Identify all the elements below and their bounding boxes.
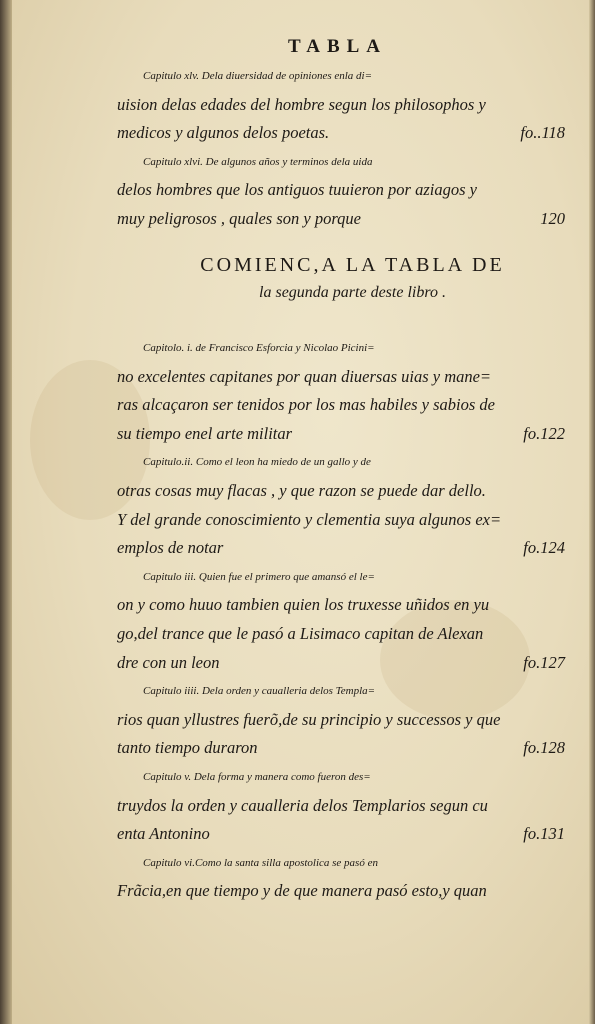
entry-line-text: delos hombres que los antiguos tuuieron por aziagos y: [117, 180, 477, 200]
entry-line: [117, 649, 565, 678]
folio-number: fo.124: [523, 538, 565, 558]
toc-entry: [117, 849, 565, 906]
section-subtitle: la segunda parte deste libro .: [259, 284, 446, 301]
folio-number: fo..118: [520, 123, 565, 143]
folio-number: fo.131: [523, 824, 565, 844]
entry-line-text: go,del trance que le pasó a Lisimaco capitan de Alexan: [117, 623, 484, 643]
entry-line: [117, 820, 565, 849]
entry-line: [117, 534, 565, 563]
entry-line-text: tanto tiempo duraron: [117, 738, 258, 758]
entry-line-text: no excelentes capitanes por quan diuersas uias y mane=: [117, 366, 492, 386]
entry-line: [117, 420, 565, 449]
entry-line: [117, 448, 565, 477]
page-right-edge: [589, 0, 595, 1024]
entry-line-text: rios quan yllustres fuerõ,de su principio y successos y que: [117, 709, 501, 729]
toc-entry: [117, 148, 565, 234]
entry-line: [117, 334, 565, 363]
toc-entry: [117, 763, 565, 849]
entry-line-text: Capitulo iii. Quien fue el primero que amansó el le=: [143, 570, 375, 583]
entry-line-text: emplos de notar: [117, 538, 224, 558]
entry-line: [117, 91, 565, 120]
entry-line-text: ras alcaçaron ser tenidos por los mas habiles y sabios de: [117, 395, 495, 415]
entry-line: [117, 763, 565, 792]
entry-line-text: otras cosas muy flacas , y que razon se puede dar dello.: [117, 480, 486, 500]
entry-line-text: Capitulo iiii. Dela orden y caualleria delos Templa=: [143, 685, 376, 698]
entry-line: [117, 148, 565, 177]
entry-line: [117, 591, 565, 620]
toc-entry: [117, 448, 565, 562]
entry-line-text: uision delas edades del hombre segun los philosophos y: [117, 94, 486, 114]
entry-line: [117, 706, 565, 735]
entry-line-text: Frãcia,en que tiempo y de que manera pasó esto,y quan: [117, 881, 487, 901]
folio-number: fo.127: [523, 652, 565, 672]
entry-line-text: enta Antonino: [117, 824, 210, 844]
entry-line: [117, 677, 565, 706]
entry-line-text: su tiempo enel arte militar: [117, 423, 293, 443]
entry-line: [117, 176, 565, 205]
entry-line-text: truydos la orden y caualleria delos Templarios segun cu: [117, 795, 488, 815]
entry-line: [117, 563, 565, 592]
toc-entry: [117, 563, 565, 677]
entry-line-text: Y del grande conoscimiento y clementia suya algunos ex=: [117, 509, 502, 529]
entry-line: [117, 363, 565, 392]
entry-line: [117, 62, 565, 91]
folio-number: fo.122: [523, 423, 565, 443]
entry-line: [117, 119, 565, 148]
page-header: TABLA: [287, 36, 388, 57]
entry-line: [117, 849, 565, 878]
entry-line-text: dre con un leon: [117, 652, 220, 672]
toc-entry: [117, 677, 565, 763]
entry-line: [117, 391, 565, 420]
folio-number: 120: [540, 208, 565, 228]
toc-entry: [117, 62, 565, 148]
entry-line-text: medicos y algunos delos poetas.: [117, 123, 330, 143]
entry-line: [117, 205, 565, 234]
entry-line-text: Capitulo.ii. Como el leon ha miedo de un gallo y de: [143, 456, 371, 469]
table-entries-second: [117, 334, 565, 906]
section-title: COMIENC,A LA TABLA DE: [200, 254, 505, 276]
entry-line: [117, 506, 565, 535]
entry-line-text: Capitulo xlvi. De algunos años y terminos dela uida: [143, 155, 373, 168]
entry-line-text: Capitulo v. Dela forma y manera como fueron des=: [143, 770, 371, 783]
entry-line: [117, 620, 565, 649]
entry-line: [117, 877, 565, 906]
toc-entry: [117, 334, 565, 448]
entry-line-text: Capitolo. i. de Francisco Esforcia y Nicolao Picini=: [143, 342, 375, 354]
entry-line-text: muy peligrosos , quales son y porque: [117, 208, 361, 228]
folio-number: fo.128: [523, 738, 565, 758]
entry-line: [117, 734, 565, 763]
page-left-edge: [0, 0, 12, 1024]
entry-line-text: on y como huuo tambien quien los truxesse uñidos en yu: [117, 595, 490, 615]
entry-line-text: Capitulo vi.Como la santa silla apostolica se pasó en: [143, 856, 378, 869]
table-entries-first: [117, 62, 565, 234]
entry-line-text: Capitulo xlv. Dela diuersidad de opiniones enla di=: [143, 70, 373, 82]
entry-line: [117, 792, 565, 821]
entry-line: [117, 477, 565, 506]
